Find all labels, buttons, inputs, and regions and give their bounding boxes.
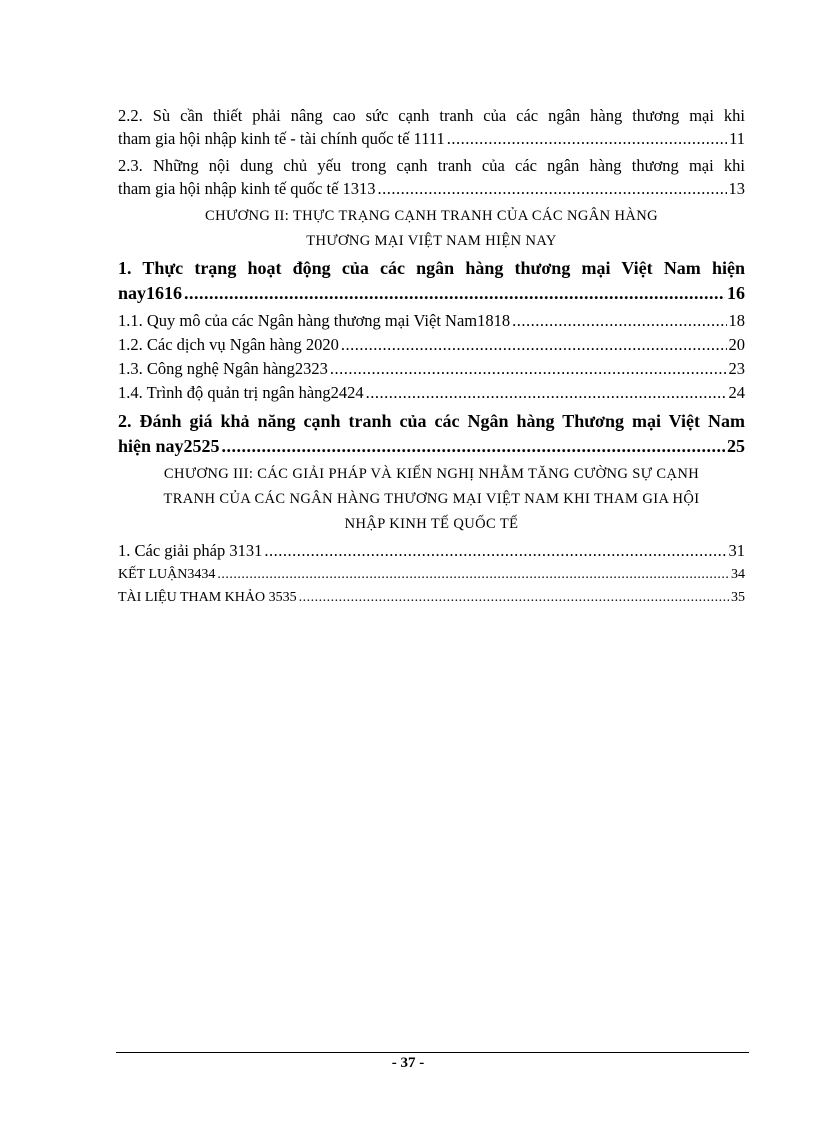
chapter-2-heading [118,204,745,254]
dot-leader [378,177,727,200]
toc-entry-text: TÀI LIỆU THAM KHẢO 3535 [118,590,297,605]
toc-entry-text: 1.4. Trình độ quản trị ngân hàng2424 [118,383,364,402]
dot-leader [264,539,726,563]
toc-entry-text: 2.3. Những nội dung chủ yếu trong cạnh tranh của các ngân hàng thương mại khi [118,156,745,175]
toc-page-number: 23 [728,359,745,378]
toc-entry-c2-1[interactable] [118,256,745,306]
chapter-heading-line: TRANH CỦA CÁC NGÂN HÀNG THƯƠNG MẠI VIỆT NAM KHI THAM GIA HỘI [163,491,700,507]
chapter-heading-line: NHẬP KINH TẾ QUỐC TẾ [344,516,519,532]
toc-entry-c2-2[interactable] [118,409,745,459]
toc-page-number: 34 [731,567,745,582]
toc-page-number: 25 [727,436,745,456]
toc-entry-text: 1. Thực trạng hoạt động của các ngân hàng thương mại Việt Nam hiện [118,258,745,278]
dot-leader [447,127,727,150]
toc-entry-1-4[interactable] [118,381,745,405]
toc-entry-text: 2.2. Sù cần thiết phải nâng cao sức cạnh tranh của các ngân hàng thương mại khi [118,106,745,125]
toc-page-number: 11 [729,129,745,148]
chapter-heading-line: THƯƠNG MẠI VIỆT NAM HIỆN NAY [306,233,557,249]
toc-page-number: 20 [728,335,745,354]
toc-entry-conclusion[interactable] [118,563,745,586]
toc-page-number: 18 [728,311,745,330]
dot-leader [222,434,725,459]
toc-entry-text: hiện nay2525 [118,436,220,456]
toc-page-number: 35 [731,590,745,605]
toc-entry-text: 1.3. Công nghệ Ngân hàng2323 [118,359,328,378]
toc-entry-2-2[interactable] [118,104,745,150]
toc-entry-text: tham gia hội nhập kinh tế quốc tế 1313 [118,179,376,198]
footer-divider [116,1052,749,1053]
chapter-3-heading [118,462,745,537]
toc-entry-2-3[interactable] [118,154,745,200]
dot-leader [330,357,727,381]
toc-entry-c3-1[interactable] [118,539,745,563]
dot-leader [366,381,727,405]
toc-entry-1-3[interactable] [118,357,745,381]
chapter-heading-line: CHƯƠNG II: THỰC TRẠNG CẠNH TRANH CỦA CÁC NGÂN HÀNG [205,208,658,224]
dot-leader [184,281,725,306]
toc-entry-text: 1.1. Quy mô của các Ngân hàng thương mại Việt Nam1818 [118,311,511,330]
dot-leader [512,309,726,333]
toc-entry-text: KẾT LUẬN3434 [118,567,216,582]
toc-entry-1-2[interactable] [118,333,745,357]
toc-entry-text: 1.2. Các dịch vụ Ngân hàng 2020 [118,335,339,354]
page-number: - 37 - [391,1055,425,1071]
toc-page-number: 16 [727,283,745,303]
dot-leader [217,563,729,586]
dot-leader [299,586,729,609]
toc-page-number: 13 [728,179,745,198]
toc-page-number: 31 [728,541,745,560]
dot-leader [341,333,727,357]
toc-entry-text: 2. Đánh giá khả năng cạnh tranh của các Ngân hàng Thương mại Việt Nam [118,411,745,431]
chapter-heading-line: CHƯƠNG III: CÁC GIẢI PHÁP VÀ KIẾN NGHỊ NHẰM TĂNG CƯỜNG SỰ CẠNH [163,466,700,482]
toc-entry-text: tham gia hội nhập kinh tế - tài chính quốc tế 1111 [118,129,445,148]
toc-entry-text: nay1616 [118,283,183,303]
table-of-contents [118,104,745,609]
toc-entry-text: 1. Các giải pháp 3131 [118,541,263,560]
toc-entry-references[interactable] [118,586,745,609]
toc-entry-1-1[interactable] [118,309,745,333]
toc-page-number: 24 [728,383,745,402]
